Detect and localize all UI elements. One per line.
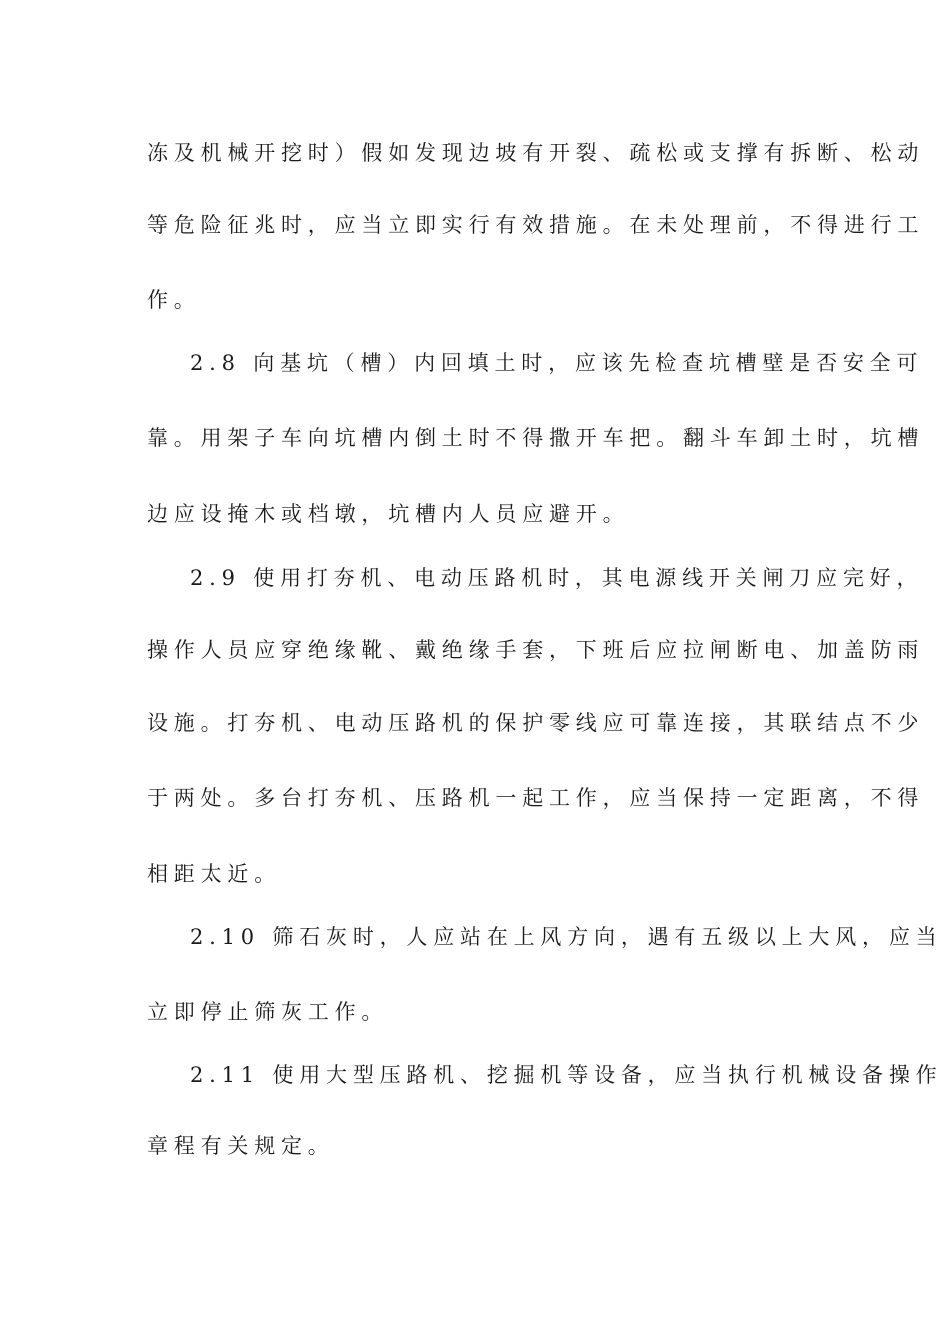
text-line: 于两处。多台打夯机、压路机一起工作，应当保持一定距离，不得 [147, 786, 925, 810]
text-line: 立即停止筛灰工作。 [147, 1000, 389, 1024]
text-line: 冻及机械开挖时）假如发现边坡有开裂、疏松或支撑有拆断、松动 [147, 141, 925, 165]
text-line: 作。 [147, 288, 201, 312]
text-line: 相距太近。 [147, 862, 281, 886]
text-line: 等危险征兆时，应当立即实行有效措施。在未处理前，不得进行工 [147, 213, 925, 237]
text-line: 靠。用架子车向坑槽内倒土时不得撒开车把。翻斗车卸土时，坑槽 [147, 426, 925, 450]
section-2-10-heading-line: 2.10 筛石灰时，人应站在上风方向，遇有五级以上大风，应当 [190, 925, 943, 949]
section-2-8-heading-line: 2.8 向基坑（槽）内回填土时，应该先检查坑槽壁是否安全可 [190, 351, 924, 375]
section-2-9-heading-line: 2.9 使用打夯机、电动压路机时，其电源线开关闸刀应完好， [190, 566, 924, 590]
text-line: 章程有关规定。 [147, 1134, 335, 1158]
section-2-11-heading-line: 2.11 使用大型压路机、挖掘机等设备，应当执行机械设备操作 [190, 1063, 943, 1087]
text-line: 操作人员应穿绝缘靴、戴绝缘手套，下班后应拉闸断电、加盖防雨 [147, 638, 925, 662]
text-line: 设施。打夯机、电动压路机的保护零线应可靠连接，其联结点不少 [147, 711, 925, 735]
text-line: 边应设掩木或档墩，坑槽内人员应避开。 [147, 502, 630, 526]
